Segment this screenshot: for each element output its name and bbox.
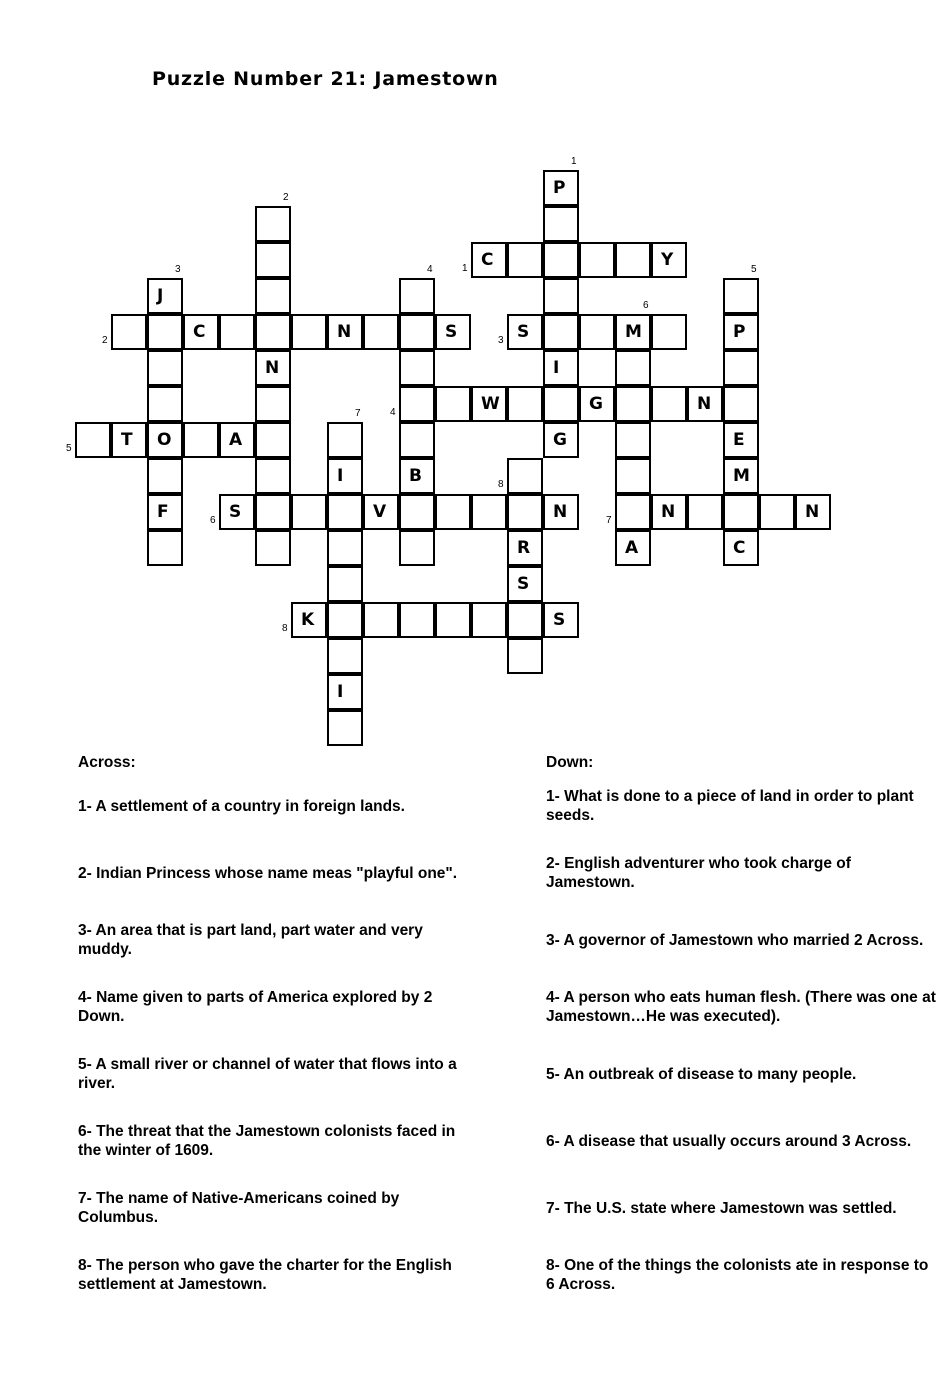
- grid-cell[interactable]: [615, 494, 651, 530]
- grid-cell[interactable]: [615, 458, 651, 494]
- cell-letter: S: [517, 574, 530, 594]
- grid-cell[interactable]: [147, 350, 183, 386]
- cell-letter: M: [733, 466, 750, 486]
- grid-cell[interactable]: [471, 494, 507, 530]
- grid-cell[interactable]: [327, 638, 363, 674]
- puzzle-title: Puzzle Number 21: Jamestown: [152, 68, 499, 90]
- clue-number: 3: [175, 264, 181, 275]
- cell-letter: W: [481, 394, 500, 414]
- grid-cell[interactable]: [687, 494, 723, 530]
- cell-letter: P: [733, 322, 746, 342]
- grid-cell[interactable]: [543, 242, 579, 278]
- grid-cell[interactable]: [723, 386, 759, 422]
- down-clue-8: 8- One of the things the colonists ate in response to 6 Across.: [546, 1257, 929, 1293]
- cell-letter: P: [553, 178, 566, 198]
- cell-letter: J: [157, 286, 164, 306]
- cell-letter: A: [625, 538, 639, 558]
- grid-cell[interactable]: [399, 386, 435, 422]
- grid-cell[interactable]: [723, 530, 759, 566]
- cell-letter: I: [553, 358, 560, 378]
- grid-cell[interactable]: [579, 314, 615, 350]
- grid-cell[interactable]: [363, 494, 399, 530]
- grid-cell[interactable]: [579, 386, 615, 422]
- grid-cell[interactable]: [435, 386, 471, 422]
- grid-cell[interactable]: [507, 386, 543, 422]
- grid-cell[interactable]: [471, 386, 507, 422]
- clue-number: 2: [102, 335, 108, 346]
- grid-cell[interactable]: [255, 242, 291, 278]
- grid-cell[interactable]: [651, 386, 687, 422]
- grid-cell[interactable]: [651, 494, 687, 530]
- grid-cell[interactable]: [507, 458, 543, 494]
- grid-cell[interactable]: [651, 242, 687, 278]
- grid-cell[interactable]: [147, 314, 183, 350]
- grid-cell[interactable]: [435, 494, 471, 530]
- grid-cell[interactable]: [219, 494, 255, 530]
- grid-cell[interactable]: [75, 422, 111, 458]
- grid-cell[interactable]: [471, 242, 507, 278]
- cell-letter: N: [697, 394, 712, 414]
- grid-cell[interactable]: [363, 602, 399, 638]
- cell-letter: N: [553, 502, 568, 522]
- grid-cell[interactable]: [327, 422, 363, 458]
- grid-cell[interactable]: [363, 314, 399, 350]
- grid-cell[interactable]: [183, 314, 219, 350]
- grid-cell[interactable]: [219, 314, 255, 350]
- grid-cell[interactable]: [327, 566, 363, 602]
- cell-letter: C: [481, 250, 494, 270]
- grid-cell[interactable]: [435, 314, 471, 350]
- grid-cell[interactable]: [327, 602, 363, 638]
- clue-number: 3: [498, 335, 504, 346]
- grid-cell[interactable]: [255, 350, 291, 386]
- cell-letter: S: [553, 610, 566, 630]
- grid-cell[interactable]: [147, 530, 183, 566]
- clue-number: 1: [462, 263, 468, 274]
- grid-cell[interactable]: [507, 602, 543, 638]
- clue-number: 1: [571, 156, 577, 167]
- cell-letter: T: [121, 430, 133, 450]
- clue-number: 5: [751, 264, 757, 275]
- grid-cell[interactable]: [615, 386, 651, 422]
- cell-letter: N: [265, 358, 280, 378]
- across-clue-2: 2- Indian Princess whose name meas "playful one".: [78, 864, 458, 882]
- grid-cell[interactable]: [183, 422, 219, 458]
- grid-cell[interactable]: [327, 530, 363, 566]
- grid-cell[interactable]: [219, 422, 255, 458]
- grid-cell[interactable]: [507, 314, 543, 350]
- grid-cell[interactable]: [615, 314, 651, 350]
- cell-letter: A: [229, 430, 243, 450]
- cell-letter: N: [661, 502, 676, 522]
- grid-cell[interactable]: [399, 350, 435, 386]
- grid-cell[interactable]: [795, 494, 831, 530]
- grid-cell[interactable]: [111, 422, 147, 458]
- grid-cell[interactable]: [327, 314, 363, 350]
- grid-cell[interactable]: [687, 386, 723, 422]
- grid-cell[interactable]: [543, 386, 579, 422]
- grid-cell[interactable]: [327, 494, 363, 530]
- grid-cell[interactable]: [291, 494, 327, 530]
- grid-cell[interactable]: [147, 494, 183, 530]
- clue-number: 4: [427, 264, 433, 275]
- grid-cell[interactable]: [399, 494, 435, 530]
- grid-cell[interactable]: [579, 242, 615, 278]
- across-clue-8: 8- The person who gave the charter for the English settlement at Jamestown.: [78, 1257, 452, 1293]
- grid-cell[interactable]: [471, 602, 507, 638]
- cell-letter: N: [337, 322, 352, 342]
- cell-letter: M: [625, 322, 642, 342]
- across-heading: Across:: [78, 754, 136, 771]
- cell-letter: K: [301, 610, 315, 630]
- grid-cell[interactable]: [543, 494, 579, 530]
- grid-cell[interactable]: [507, 494, 543, 530]
- down-clue-6: 6- A disease that usually occurs around 3 Across.: [546, 1132, 912, 1150]
- down-clue-5: 5- An outbreak of disease to many people.: [546, 1065, 857, 1083]
- grid-cell[interactable]: [723, 278, 759, 314]
- grid-cell[interactable]: [147, 422, 183, 458]
- grid-cell[interactable]: [507, 242, 543, 278]
- across-clue-1: 1- A settlement of a country in foreign lands.: [78, 797, 405, 815]
- grid-cell[interactable]: [291, 314, 327, 350]
- grid-cell[interactable]: [111, 314, 147, 350]
- cell-letter: C: [193, 322, 206, 342]
- cell-letter: B: [409, 466, 422, 486]
- clue-number: 6: [210, 515, 216, 526]
- clue-number: 8: [498, 479, 504, 490]
- across-clue-3: 3- An area that is part land, part water and very muddy.: [78, 922, 423, 958]
- grid-cell[interactable]: [723, 314, 759, 350]
- down-clue-4: 4- A person who eats human flesh. (There was one at Jamestown…He was executed).: [546, 989, 936, 1025]
- across-clue-4: 4- Name given to parts of America explored by 2 Down.: [78, 989, 433, 1025]
- grid-cell[interactable]: [543, 422, 579, 458]
- grid-cell[interactable]: [615, 530, 651, 566]
- cell-letter: G: [589, 394, 603, 414]
- grid-cell[interactable]: [615, 350, 651, 386]
- cell-letter: R: [517, 538, 531, 558]
- cell-letter: Y: [661, 250, 674, 270]
- cell-letter: F: [157, 502, 169, 522]
- across-clue-7: 7- The name of Native-Americans coined by Columbus.: [78, 1190, 400, 1226]
- cell-letter: S: [517, 322, 530, 342]
- grid-cell[interactable]: [399, 602, 435, 638]
- grid-cell[interactable]: [255, 206, 291, 242]
- grid-cell[interactable]: [255, 530, 291, 566]
- grid-cell[interactable]: [615, 242, 651, 278]
- grid-cell[interactable]: [327, 674, 363, 710]
- grid-cell[interactable]: [543, 170, 579, 206]
- cell-letter: I: [337, 682, 344, 702]
- grid-cell[interactable]: [147, 386, 183, 422]
- grid-cell[interactable]: [255, 494, 291, 530]
- cell-letter: S: [229, 502, 242, 522]
- grid-cell[interactable]: [399, 278, 435, 314]
- grid-cell[interactable]: [543, 278, 579, 314]
- grid-cell[interactable]: [543, 206, 579, 242]
- grid-cell[interactable]: [147, 458, 183, 494]
- grid-cell[interactable]: [543, 602, 579, 638]
- cell-letter: E: [733, 430, 745, 450]
- grid-cell[interactable]: [615, 422, 651, 458]
- grid-cell[interactable]: [435, 602, 471, 638]
- grid-cell[interactable]: [255, 422, 291, 458]
- cell-letter: V: [373, 502, 387, 522]
- clue-number: 6: [643, 300, 649, 311]
- grid-cell[interactable]: [327, 710, 363, 746]
- grid-cell[interactable]: [723, 422, 759, 458]
- grid-cell[interactable]: [507, 638, 543, 674]
- grid-cell[interactable]: [399, 422, 435, 458]
- cell-letter: O: [157, 430, 172, 450]
- grid-cell[interactable]: [507, 566, 543, 602]
- grid-cell[interactable]: [399, 458, 435, 494]
- cell-letter: N: [805, 502, 820, 522]
- clue-number: 8: [282, 623, 288, 634]
- grid-cell[interactable]: [543, 314, 579, 350]
- grid-cell[interactable]: [543, 350, 579, 386]
- grid-cell[interactable]: [759, 494, 795, 530]
- down-heading: Down:: [546, 754, 594, 771]
- cell-letter: I: [337, 466, 344, 486]
- grid-cell[interactable]: [291, 602, 327, 638]
- grid-cell[interactable]: [399, 530, 435, 566]
- down-clue-1: 1- What is done to a piece of land in order to plant seeds.: [546, 788, 914, 824]
- grid-cell[interactable]: [723, 458, 759, 494]
- clue-number: 7: [606, 515, 612, 526]
- clue-number: 4: [390, 407, 396, 418]
- grid-cell[interactable]: [651, 314, 687, 350]
- cell-letter: S: [445, 322, 458, 342]
- grid-cell[interactable]: [255, 386, 291, 422]
- grid-cell[interactable]: [723, 494, 759, 530]
- down-clue-3: 3- A governor of Jamestown who married 2 Across.: [546, 931, 924, 949]
- down-clue-2: 2- English adventurer who took charge of Jamestown.: [546, 855, 851, 891]
- across-clue-6: 6- The threat that the Jamestown colonists faced in the winter of 1609.: [78, 1123, 456, 1159]
- grid-cell[interactable]: [255, 458, 291, 494]
- down-clue-7: 7- The U.S. state where Jamestown was settled.: [546, 1199, 897, 1217]
- grid-cell[interactable]: [327, 458, 363, 494]
- grid-cell[interactable]: [147, 278, 183, 314]
- clue-number: 2: [283, 192, 289, 203]
- grid-cell[interactable]: [399, 314, 435, 350]
- clue-number: 5: [66, 443, 72, 454]
- grid-cell[interactable]: [255, 278, 291, 314]
- grid-cell[interactable]: [723, 350, 759, 386]
- cell-letter: C: [733, 538, 746, 558]
- across-clue-5: 5- A small river or channel of water that flows into a river.: [78, 1056, 457, 1092]
- cell-letter: G: [553, 430, 567, 450]
- clue-number: 7: [355, 408, 361, 419]
- grid-cell[interactable]: [255, 314, 291, 350]
- grid-cell[interactable]: [507, 530, 543, 566]
